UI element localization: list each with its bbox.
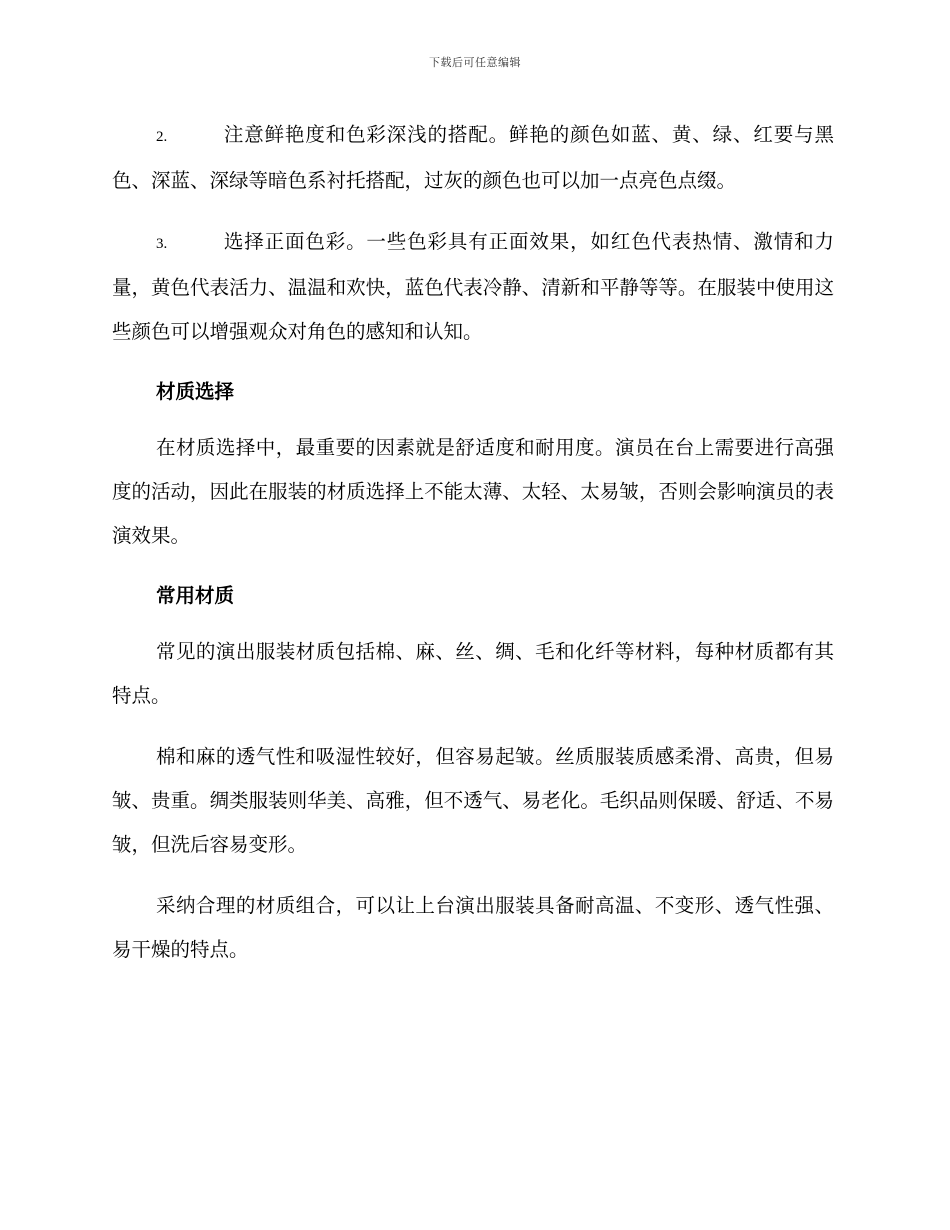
paragraph-material-properties: 棉和麻的透气性和吸湿性较好，但容易起皱。丝质服装质感柔滑、高贵，但易皱、贵重。绸类服装则华美、高雅，但不透气、易老化。毛织品则保暖、舒适、不易皱，但洗后容易变形。 (112, 745, 834, 856)
list-item-2 (112, 113, 834, 203)
section-heading-material-choice: 材质选择 (156, 380, 235, 403)
paragraph-material-choice: 在材质选择中，最重要的因素就是舒适度和耐用度。演员在台上需要进行高强度的活动，因此在服装的材质选择上不能太薄、太轻、太易皱，否则会影响演员的表演效果。 (112, 436, 834, 547)
section-heading-common-materials: 常用材质 (156, 584, 235, 607)
list-item-3 (112, 220, 834, 354)
document-body (112, 113, 834, 989)
paragraph-common-materials: 常见的演出服装材质包括棉、麻、丝、绸、毛和化纤等材料，每种材质都有其特点。 (112, 640, 834, 707)
list-item-text: 注意鲜艳度和色彩深浅的搭配。鲜艳的颜色如蓝、黄、绿、红要与黑色、深蓝、深绿等暗色系衬托搭配，过灰的颜色也可以加一点亮色点缀。 (112, 123, 834, 192)
list-number: 3. (156, 236, 168, 252)
paragraph-material-combination: 采纳合理的材质组合，可以让上台演出服装具备耐高温、不变形、透气性强、易干燥的特点。 (112, 894, 834, 961)
list-number: 2. (156, 129, 168, 145)
list-item-text: 选择正面色彩。一些色彩具有正面效果，如红色代表热情、激情和力量，黄色代表活力、温温和欢快，蓝色代表冷静、清新和平静等等。在服装中使用这些颜色可以增强观众对角色的感知和认知。 (112, 230, 834, 343)
page-header: 下载后可任意编辑 (429, 56, 521, 69)
